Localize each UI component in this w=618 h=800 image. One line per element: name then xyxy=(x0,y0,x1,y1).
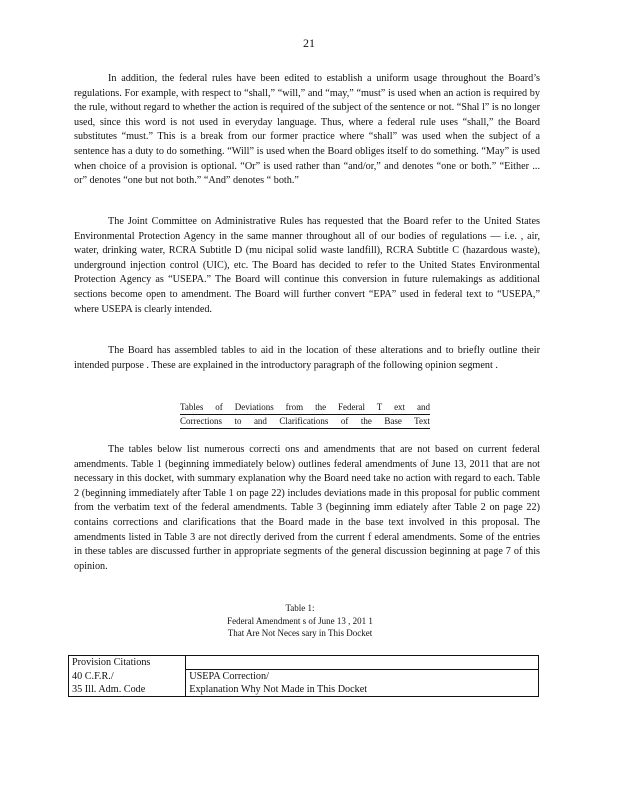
paragraph-text: The tables below list numerous correcti ons and amendments that are not based on current federal amendments. Table 1 (beginning immediately below) outlines federal amendments of June 13, 2011 that are not necessary in this docket, with summary explanation why the Board need take no action with regard to each. Table 2 (beginning immediately after Table 1 on page 22) includes deviations made in this proposal for public comment from the verbatim text of the federal amendments. Table 3 (beginning imm ediately after Table 2 on page 22) contains corrections and clarifications that the Board made in the base text involved in this proposal. The amendments listed in Table 3 are not directly derived from the current f ederal amendments. Some of the entries in these tables are discussed further in appropriate segments of the general discussion beginning at page 7 of this opinion. xyxy=(74,444,540,572)
table-header-explanation: Explanation Why Not Made in This Docket xyxy=(189,684,368,695)
table-title-line-3: That Are Not Neces sary in This Docket xyxy=(227,628,373,638)
table-cell xyxy=(186,656,539,670)
table-1-title xyxy=(150,602,450,640)
paragraph-usepa-reference xyxy=(74,215,540,317)
table-header-adm-code: 35 Ill. Adm. Code xyxy=(72,684,146,695)
paragraph-usage-conventions xyxy=(74,72,540,189)
table-row xyxy=(69,656,539,670)
table-cell xyxy=(186,670,539,684)
table-cell xyxy=(186,683,539,697)
paragraph-text: In addition, the federal rules have been edited to establish a uniform usage throughout the Board’s regulations. For example, with respect to “shall,” “will,” and “may,” “must” is used when an action is required by the rule, without regard to whether the action is required of the subject of the sentence or not. “Shal l” is no longer used, since this word is not used in everyday language. Thus, where a federal rule uses “shall,” the Board substitutes “must.” This is a break from our former practice where “shall” was used when the subject of a sentence has a duty to do something. “Will” is used when the Board obliges itself to do something. “May” is used when choice of a provision is optional. “Or” is used rather than “and/or,” and denotes “one or both.” “Either ... or” denotes “one but not both.” “And” denotes “ both.” xyxy=(74,73,540,187)
table-cell xyxy=(69,683,186,697)
paragraph-tables-intro xyxy=(74,344,540,373)
table-1 xyxy=(68,655,539,697)
section-heading-line-1: Tables of Deviations from the Federal T ext and xyxy=(180,401,430,415)
table-title-line-1: Table 1: xyxy=(285,603,315,613)
table-cell xyxy=(69,670,186,684)
table-header-cfr: 40 C.F.R./ xyxy=(72,670,114,682)
paragraph-text: The Joint Committee on Administrative Rules has requested that the Board refer to the United States Environmental Protection Agency in the same manner throughout all of our bodies of regulations — i.e. , air, water, drinking water, RCRA Subtitle D (mu nicipal solid waste landfill), RCRA Subtitle C (hazardous waste), underground injection control (UIC), etc. The Board has decided to refer to the United States Environmental Protection Agency as “USEPA.” The Board will continue this conversion in future rulemakings as additional sections become open to amendment. The Board will further convert “EPA” used in federal text to “USEPA,” where USEPA is clearly intended. xyxy=(74,216,540,315)
page-number: 21 xyxy=(303,36,315,50)
paragraph-text: The Board has assembled tables to aid in the location of these alterations and to briefly outline their intended purpose . These are explained in the introductory paragraph of the following opinion segment . xyxy=(74,345,540,371)
paragraph-tables-description xyxy=(74,443,540,574)
table-cell-empty xyxy=(189,656,535,669)
table-title-line-2: Federal Amendment s of June 13 , 201 1 xyxy=(227,615,373,626)
section-heading-line-2: Corrections to and Clarifications of the Base Text xyxy=(180,415,430,429)
table-row xyxy=(69,683,539,697)
table-row xyxy=(69,670,539,684)
section-heading xyxy=(180,401,430,429)
table-header-correction: USEPA Correction/ xyxy=(189,671,269,682)
table-header-citations: Provision Citations xyxy=(72,657,151,668)
table-cell xyxy=(69,656,186,670)
